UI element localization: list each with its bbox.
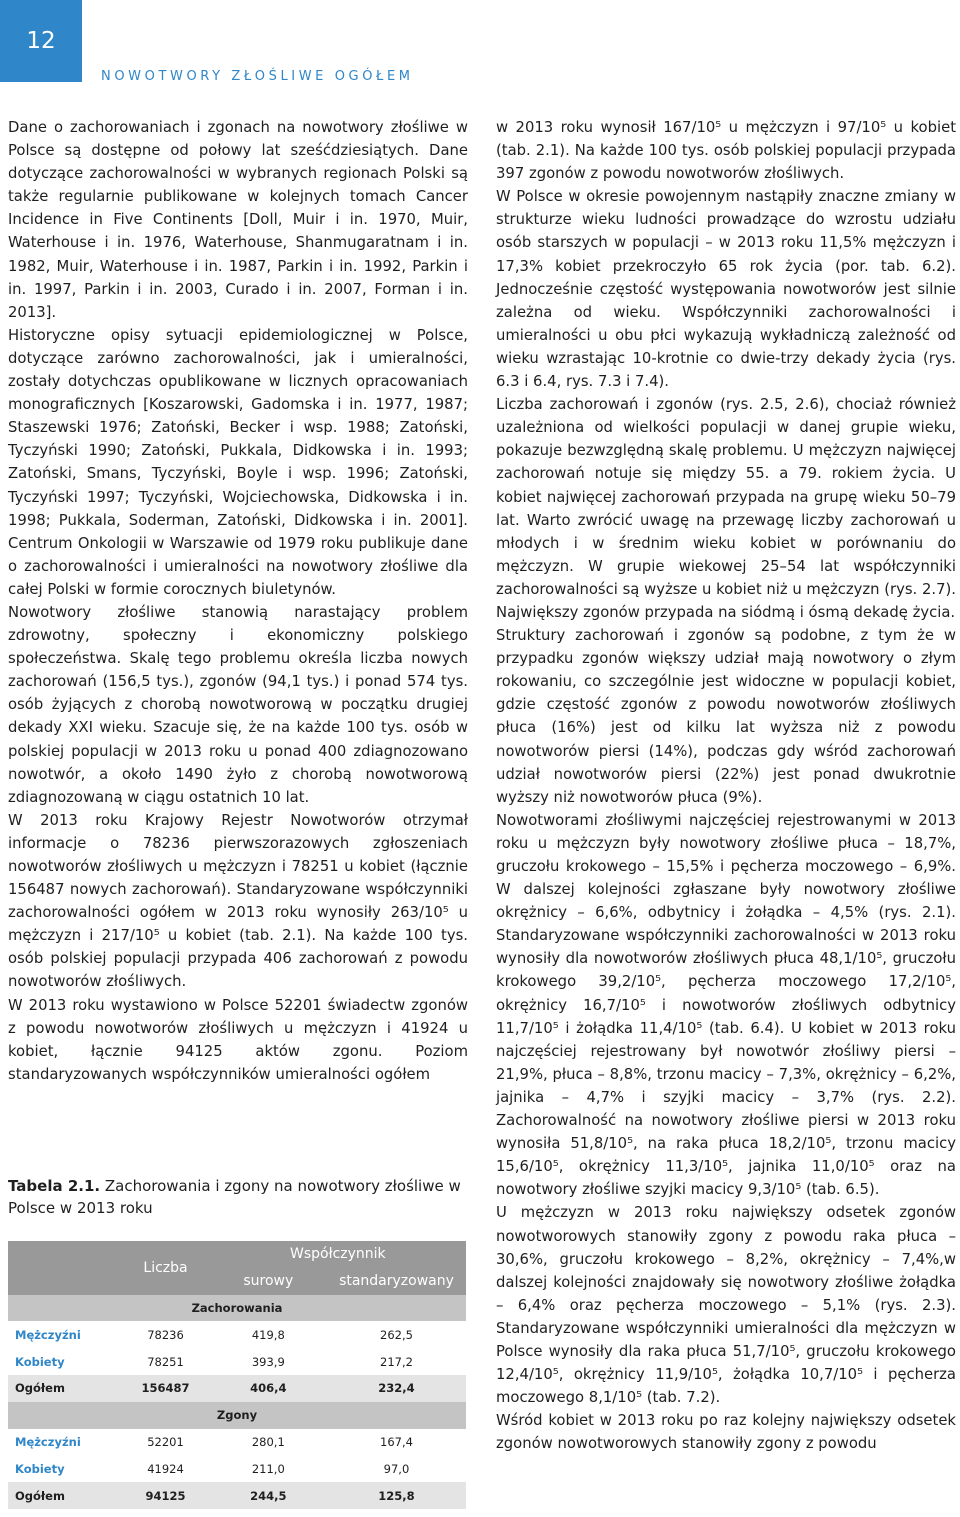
right-column (496, 116, 956, 1455)
row-label: Ogółem (8, 1482, 121, 1509)
paragraph: Struktury zachorowań i zgonów są podobne, z tym że w przypadku zgonów większy udział mają nowotwory o złym rokowaniu, co szczególnie jest widoczne w populacji kobiet, gdzie częstość zgonów z powodu nowotworów złośliwych płuca (16%) jest od kilku lat wyższa niż z powodu nowotworów piersi (14%), podczas gdy wśród zachorowań udział nowotworów piersi (22%) jest ponad dwukrotnie wyższy niż nowotworów płuca (9%). (496, 627, 956, 806)
table-header-row (8, 1241, 466, 1268)
paragraph: W 2013 roku Krajowy Rejestr Nowotworów otrzymał informacje o 78236 pierwszorazowych zgłoszeniach nowotworów złośliwych u mężczyzn i 78251 u kobiet (łącznie 156487 nowych zachorowań). Standaryzowane współczynniki zachorowalności ogółem w 2013 roku wynosiły 263/10⁵ u mężczyzn i 217/10⁵ u kobiet (tab. 2.1). Na każde 100 tys. osób polskiej populacji przypada 406 zachorowań z powodu nowotworów złośliwych. (8, 811, 468, 991)
paragraph: w 2013 roku wynosił 167/10⁵ u mężczyzn i 97/10⁵ u kobiet (tab. 2.1). Na każde 100 tys. osób polskiej populacji przypada 397 zgonów z powodu nowotworów złośliwych. (496, 119, 956, 183)
cell-surowy: 211,0 (251, 1461, 285, 1476)
cell-surowy: 280,1 (251, 1434, 285, 1449)
paragraph: Dane o zachorowaniach i zgonach na nowotwory złośliwe w Polsce są dostępne od połowy lat sześćdziesiątych. Dane dotyczące zachorowalności w wybranych regionach Polski są także regularnie publikowane w kolejnych tomach Cancer Incidence in Five Continents [Doll, Muir i in. 1970, Muir, Waterhouse i in. 1976, Waterhouse, Shanmugaratnam i in. 1982, Muir, Waterhouse i in. 1987, Parkin i in. 1992, Parkin i in. 1997, Parkin i in. 2003, Curado i in. 2007, Forman i in. 2013]. (8, 119, 468, 321)
paragraph: W Polsce w okresie powojennym nastąpiły znaczne zmiany w strukturze wieku ludności prowadzące do wzrostu udziału osób starszych w populacji – w 2013 roku 11,5% mężczyzn i 17,3% kobiet przekroczyło 65 rok życia (por. tab. 6.2). Jednocześnie częstość występowania nowotworów jest silnie zależna od wieku. Współczynniki zachorowalności i umieralności u obu płci wykazują wykładniczą zależność od wieku wzrastając 10-krotnie co dwie-trzy dekady życia (rys. 6.3 i 6.4, rys. 7.3 i 7.4). (496, 188, 956, 391)
paragraph: Nowotworami złośliwymi najczęściej rejestrowanymi w 2013 roku u mężczyzn były nowotwory złośliwe płuca – 18,7%, gruczołu krokowego – 15,5% i pęcherza moczowego – 6,9%. W dalszej kolejności zgłaszane były nowotwory złośliwe okrężnicy – 6,6%, odbytnicy i żołądka – 4,5% (rys. 2.1). Standaryzowane współczynniki zachorowalności w 2013 roku wynosiły dla nowotworów złośliwych płuca 48,1/10⁵, gruczołu krokowego 39,2/10⁵, pęcherza moczowego 17,2/10⁵, okrężnicy 16,7/10⁵ i nowotworów złośliwych odbytnicy 11,7/10⁵ i żołądka 11,4/10⁵ (tab. 6.4). U kobiet w 2013 roku najczęściej rejestrowany był nowotwór złośliwy piersi – 21,9%, płuca – 8,8%, trzonu macicy – 7,3%, okrężnicy – 6,2%, jajnika – 4,7% i szyjki macicy – 3,7% (rys. 2.2). Zachorowalność na nowotwory złośliwe piersi w 2013 roku wynosiła 51,8/10⁵, na raka płuca 18,2/10⁵, trzonu macicy 15,6/10⁵, okrężnicy 11,3/10⁵, jajnika 11,0/10⁵ oraz na nowotwory złośliwe szyjki macicy 9,3/10⁵ (tab. 6.5). (496, 811, 956, 1199)
cell-surowy: 393,9 (251, 1354, 285, 1369)
table-subheader-row (8, 1268, 466, 1295)
left-column (8, 116, 468, 1086)
cell-liczba: 156487 (121, 1375, 209, 1402)
table-caption-text: Zachorowania i zgony na nowotwory złośliwe w Polsce w 2013 roku (8, 1177, 461, 1217)
table-caption-label: Tabela 2.1. (8, 1177, 101, 1195)
paragraph: W 2013 roku wystawiono w Polsce 52201 świadectw zgonów z powodu nowotworów złośliwych u mężczyzn i 41924 u kobiet, łącznie 94125 aktów zgonu. Poziom standaryzowanych współczynników umieralności ogółem (8, 996, 468, 1083)
header-standaryzowany: standaryzowany (327, 1268, 466, 1295)
cell-standaryzowany: 125,8 (327, 1482, 466, 1509)
row-label: Kobiety (15, 1461, 65, 1476)
page-number-tab (0, 0, 82, 82)
section-row (8, 1295, 466, 1322)
section-zachorowania: Zachorowania (8, 1295, 466, 1322)
section-row (8, 1402, 466, 1429)
paragraph: Nowotwory złośliwe stanowią narastający problem zdrowotny, społeczny i ekonomiczny polskiego społeczeństwa. Skalę tego problemu określa liczba nowych zachorowań (156,5 tys.), zgonów (94,1 tys.) i ponad 574 tys. osób żyjących z chorobą nowotworową w początku drugiej dekady XXI wieku. Szacuje się, że na każde 100 tys. osób w polskiej populacji w 2013 roku u ponad 400 zdiagnozowano nowotwór, a około 1490 żyło z chorobą nowotworową zdiagnozowaną w ciągu ostatnich 10 lat. (8, 603, 468, 806)
row-label: Kobiety (15, 1354, 65, 1369)
section-zgony: Zgony (8, 1402, 466, 1429)
table-row (8, 1348, 466, 1375)
cell-standaryzowany: 167,4 (380, 1434, 413, 1449)
paragraph: U mężczyzn w 2013 roku największy odsetek zgonów nowotworowych stanowiły zgony z powodu raka płuca – 30,6%, gruczołu krokowego – 8,2%, okrężnicy – 7,4%,w dalszej kolejności znajdowały się nowotwory złośliwe żołądka – 6,4% oraz pęcherza moczowego – 5,1% (rys. 2.3). Standaryzowane współczynniki umieralności dla mężczyzn w Polsce wynosiły dla raka płuca 51,7/10⁵, gruczołu krokowego 12,4/10⁵, okrężnicy 11,9/10⁵, żołądka 10,7/10⁵ i pęcherza moczowego 8,1/10⁵ (tab. 7.2). (496, 1204, 956, 1407)
row-label: Mężczyźni (15, 1327, 81, 1342)
table-row (8, 1429, 466, 1456)
cell-standaryzowany: 232,4 (327, 1375, 466, 1402)
paragraph: Wśród kobiet w 2013 roku po raz kolejny największy odsetek zgonów nowotworowych stanowiły zgony z powodu (496, 1412, 956, 1453)
cell-liczba: 78251 (147, 1354, 184, 1369)
cell-liczba: 78236 (147, 1327, 184, 1342)
table-row (8, 1455, 466, 1482)
cell-surowy: 244,5 (210, 1482, 327, 1509)
header-wspolczynnik: Współczynnik (210, 1241, 466, 1268)
cell-standaryzowany: 262,5 (380, 1327, 413, 1342)
paragraph: Historyczne opisy sytuacji epidemiologicznej w Polsce, dotyczące zarówno zachorowalności, jak i umieralności, zostały dotychczas opublikowane w licznych opracowaniach monograficznych [Koszarowski, Gadomska i in. 1977, 1987; Staszewski 1976; Zatoński, Becker i wsp. 1988; Zatoński, Tyczyński 1990; Zatoński, Pukkala, Didkowska i in. 1993; Zatoński, Smans, Tyczyński, Boyle i wsp. 1996; Zatoński, Tyczyński 1997; Tyczyński, Wojciechowska, Didkowska i in. 1998; Pukkala, Soderman, Zatoński, Didkowska i in. 2001]. Centrum Onkologii w Warszawie od 1979 roku publikuje dane o zachorowalności i umieralności na nowotwory złośliwe dla całej Polski w formie corocznych biuletynów. (8, 326, 468, 598)
header-liczba: Liczba (121, 1241, 209, 1295)
header-surowy: surowy (210, 1268, 327, 1295)
table-row (8, 1321, 466, 1348)
cell-standaryzowany: 97,0 (383, 1461, 410, 1476)
cell-surowy: 419,8 (251, 1327, 285, 1342)
cell-liczba: 41924 (147, 1461, 184, 1476)
running-header: NOWOTWORY ZŁOŚLIWE OGÓŁEM (101, 69, 414, 84)
page-number: 12 (26, 28, 56, 54)
table-caption (8, 1175, 470, 1219)
cell-liczba: 94125 (121, 1482, 209, 1509)
row-label: Ogółem (8, 1375, 121, 1402)
cell-standaryzowany: 217,2 (380, 1354, 413, 1369)
incidence-mortality-table (8, 1241, 466, 1509)
cell-liczba: 52201 (147, 1434, 184, 1449)
paragraph: Liczba zachorowań i zgonów (rys. 2.5, 2.6), chociaż również uzależniona od wielkości populacji w danej grupie wieku, pokazuje bezwzględną skalę problemu. U mężczyzn najwięcej zachorowań notuje się między 55. a 79. rokiem życia. U kobiet najwięcej zachorowań przypada na grupę wieku 50–79 lat. Warto zwrócić uwagę na przewagę liczby zachorowań u młodych i w średnim wieku kobiet w porównaniu do mężczyzn. W grupie wiekowej 25–54 lat współczynniki zachorowalności są wyższe u kobiet niż u mężczyzn (rys. 2.7). Największy zgonów przypada na siódmą i ósmą dekadę życia. (496, 396, 956, 621)
table-total-row (8, 1482, 466, 1509)
table-total-row (8, 1375, 466, 1402)
cell-surowy: 406,4 (210, 1375, 327, 1402)
row-label: Mężczyźni (15, 1434, 81, 1449)
